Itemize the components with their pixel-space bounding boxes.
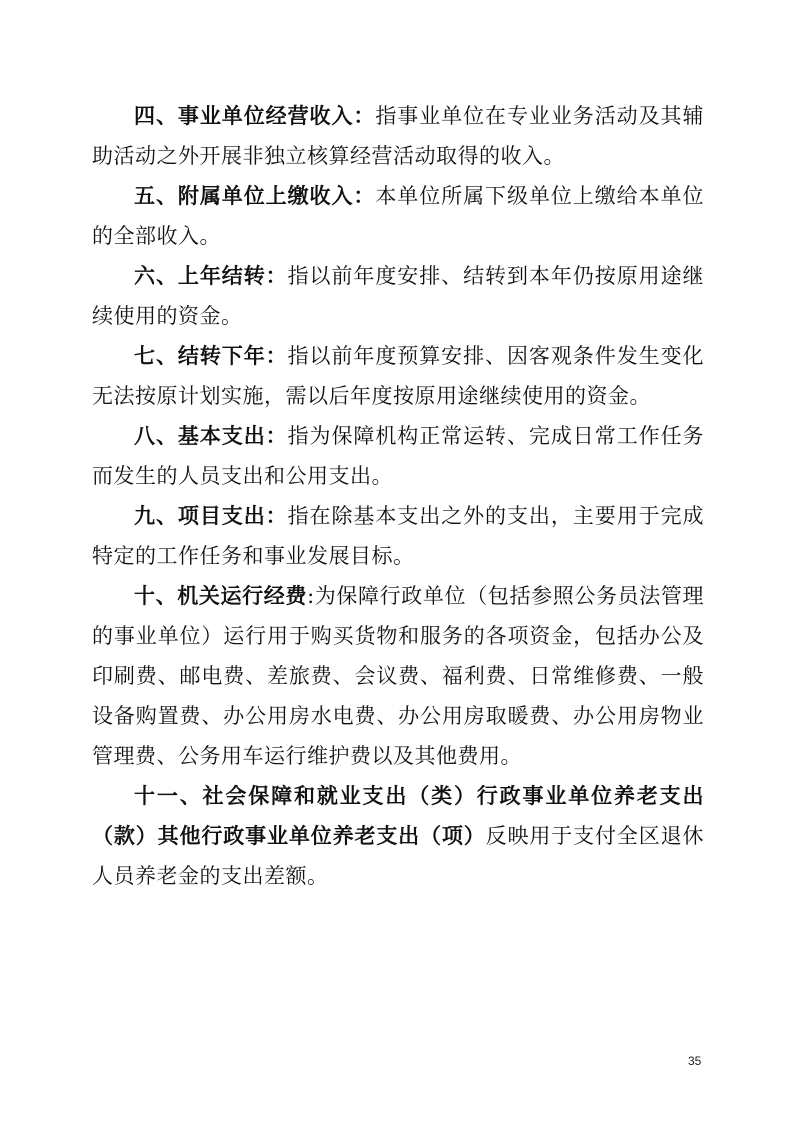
term-heading: 九、项目支出： [134,504,288,528]
page-number: 35 [688,1054,702,1068]
term-heading: 五、附属单位上缴收入： [134,184,376,208]
term-definition: 指以前年度预算安排、因客观条件发生变化无法按原计划实施，需以后年度按原用途继续使用的资金。 [92,344,705,408]
term-definition: 本单位所属下级单位上缴给本单位的全部收入。 [92,184,705,248]
term-definition: 指事业单位在专业业务活动及其辅助活动之外开展非独立核算经营活动取得的收入。 [92,104,705,168]
paragraph-basic-expenditure [92,416,704,496]
term-definition: 反映用于支付全区退休人员养老金的支出差额。 [92,824,705,888]
term-definition: :为保障行政单位（包括参照公务员法管理的事业单位）运行用于购买货物和服务的各项资金，包括办公及印刷费、邮电费、差旅费、会议费、福利费、日常维修费、一般设备购置费、办公用房水电费、办公用房取暖费、办公用房物业管理费、公务用车运行维护费以及其他费用。 [92,584,705,768]
term-heading: 八、基本支出： [134,424,288,448]
paragraph-operating-funds [92,576,704,776]
document-body [92,96,704,896]
paragraph-operating-income [92,96,704,176]
paragraph-next-year-carryover [92,336,704,416]
paragraph-project-expenditure [92,496,704,576]
term-heading: 十、机关运行经费 [134,584,308,608]
term-definition: 指以前年度安排、结转到本年仍按原用途继续使用的资金。 [92,264,705,328]
paragraph-affiliated-income [92,176,704,256]
term-heading: 十一、社会保障和就业支出（类）行政事业单位养老支出（款）其他行政事业单位养老支出（项） [92,784,704,848]
term-heading: 七、结转下年： [134,344,288,368]
paragraph-pension-expenditure [92,776,704,896]
paragraph-prior-year-carryover [92,256,704,336]
term-definition: 指为保障机构正常运转、完成日常工作任务而发生的人员支出和公用支出。 [92,424,705,488]
term-definition: 指在除基本支出之外的支出，主要用于完成特定的工作任务和事业发展目标。 [92,504,705,568]
term-heading: 四、事业单位经营收入： [134,104,376,128]
term-heading: 六、上年结转： [134,264,288,288]
